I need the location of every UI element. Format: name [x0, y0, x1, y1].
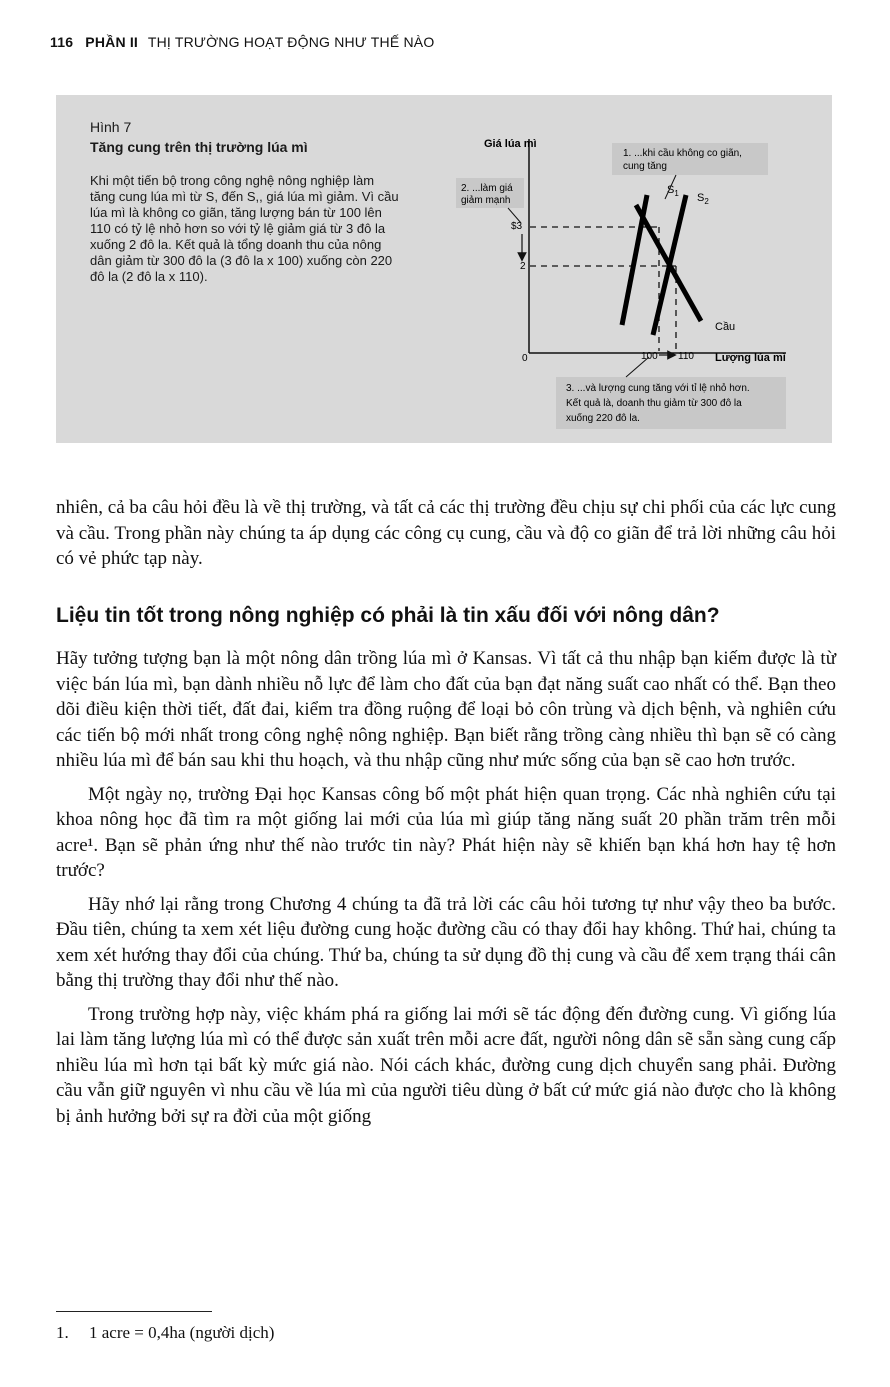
part-title: THỊ TRƯỜNG HOẠT ĐỘNG NHƯ THẾ NÀO [147, 34, 435, 50]
y-tick-2: 2 [520, 261, 526, 272]
s2-label: $S_2$ [697, 192, 709, 206]
figure-box [56, 95, 832, 443]
annotation-1-line-1: 1. ...khi cầu không co giãn, [623, 148, 742, 159]
x-tick-110: 110 [678, 351, 694, 362]
figure-number: Hình 7 [90, 119, 132, 135]
footnote-text: 1 acre = 0,4ha (người dịch) [89, 1323, 275, 1342]
demand-label: Cầu [715, 321, 736, 333]
page-number: 116 [50, 34, 74, 50]
paragraph-1: Hãy tưởng tượng bạn là một nông dân trồng lúa mì ở Kansas. Vì tất cả thu nhập bạn kiếm được là từ việc bán lúa mì, bạn dành nhiều nỗ lực để làm cho đất của bạn đạt năng suất cao nhất có thể. Bạn theo dõi điều kiện thời tiết, đất đai, kiểm tra đồng ruộng để loại bỏ côn trùng và dịch bệnh, và nghiên cứu các tiến bộ mới nhất trong công nghệ nông nghiệp. Bạn biết rằng trồng càng nhiều thì bạn sẽ có càng nhiều lúa mì để bán sau khi thu hoạch, và thu nhập cũng như mức sống của bạn sẽ cao hơn trước. [56, 648, 836, 771]
paragraph-3: Hãy nhớ lại rằng trong Chương 4 chúng ta đã trả lời các câu hỏi tương tự như vậy theo ba bước. Đầu tiên, chúng ta xem xét liệu đường cung hoặc đường cầu có thay đổi hay không. Thứ hai, chúng ta xem xét hướng thay đổi của chúng. Thứ ba, chúng ta sử dụng đồ thị cung và cầu để xem trạng thái cân bằng thị trường thay đổi như thế nào. [56, 893, 836, 991]
y-tick-3: $3 [511, 221, 523, 232]
figure-title: Tăng cung trên thị trường lúa mì [90, 139, 308, 155]
footnote [56, 1323, 274, 1343]
x-tick-100: 100 [641, 351, 658, 362]
figure-caption: Khi một tiến bộ trong công nghệ nông nghiệp làm tăng cung lúa mì từ S, đến S,, giá lúa mì giảm. Vì cầu lúa mì là không co giãn, tăng lượng bán từ 100 lên 110 có tỷ lệ nhỏ hơn so với tỷ lệ giảm giá từ 3 đô la xuống 2 đô la. Kết quả là tổng doanh thu của nông dân giảm từ 300 đô la (3 đô la x 100) xuống còn 220 đô la (2 đô la x 110). [90, 173, 399, 284]
paragraph-2: Một ngày nọ, trường Đại học Kansas công bố một phát hiện quan trọng. Các nhà nghiên cứu tại khoa nông học đã tìm ra một giống lai mới của lúa mì giúp tăng năng suất 20 phần trăm trên mỗi acre¹. Bạn sẽ phản ứng như thế nào trước tin này? Phát hiện này sẽ khiến bạn khá hơn hay tệ hơn trước? [56, 783, 836, 881]
annotation-3-line-2: Kết quả là, doanh thu giảm từ 300 đô la [566, 398, 742, 409]
y-axis-label: Giá lúa mì [484, 138, 537, 150]
x-axis-label: Lượng lúa mì [715, 352, 786, 364]
origin-label: 0 [522, 353, 528, 364]
footnote-rule [56, 1311, 212, 1312]
intro-paragraph-block [56, 495, 836, 580]
annotation-1-line-2: cung tăng [623, 161, 667, 172]
annotation-3-pointer [626, 357, 649, 377]
annotation-3-line-3: xuống 220 đô la. [566, 413, 640, 424]
demand-line [636, 205, 701, 321]
paragraph-4: Trong trường hợp này, việc khám phá ra giống lai mới sẽ tác động đến đường cung. Vì giống lúa lai làm tăng lượng lúa mì có thể được sản xuất trên mỗi acre đất, người nông dân sẽ sẵn sàng cung cấp nhiều lúa mì hơn tại bất kỳ mức giá nào. Nói cách khác, đường cung dịch chuyển sang phải. Đường cầu vẫn giữ nguyên vì nhu cầu về lúa mì của người tiêu dùng ở bất cứ mức giá nào được cho là không bị ảnh hưởng bởi sự ra đời của một giống [56, 1003, 836, 1127]
supply-demand-chart [56, 95, 832, 443]
running-header [50, 34, 434, 50]
footnote-number: 1. [56, 1323, 69, 1342]
annotation-2-line-1: 2. ...làm giá [461, 183, 513, 194]
section-heading: Liệu tin tốt trong nông nghiệp có phải là tin xấu đối với nông dân? [56, 604, 720, 627]
intro-paragraph: nhiên, cả ba câu hỏi đều là về thị trường, và tất cả các thị trường đều chịu sự chi phối của các lực cung và cầu. Trong phần này chúng ta áp dụng các công cụ cung, cầu và độ co giãn để trả lời những câu hỏi có vẻ phức tạp này. [56, 497, 836, 569]
annotation-3-line-1: 3. ...và lượng cung tăng với tỉ lệ nhỏ hơn. [566, 383, 750, 394]
part-label: PHẦN II [85, 34, 139, 50]
s1-label: $S_1$ [667, 184, 679, 198]
annotation-2-line-2: giảm mạnh [461, 195, 511, 206]
main-text [56, 646, 836, 1137]
